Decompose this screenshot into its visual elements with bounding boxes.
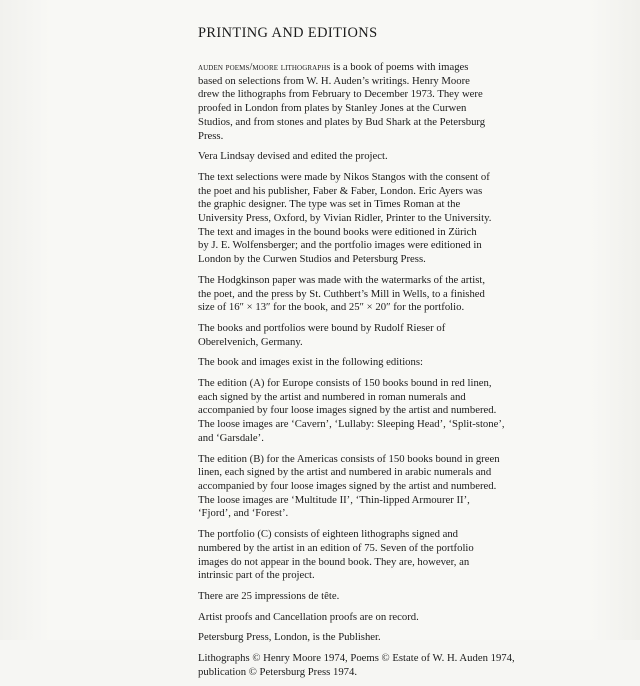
binding-paragraph: The books and portfolios were bound by Rudolf Rieser of Oberelvenich, Germany. bbox=[198, 321, 446, 348]
edition-a-paragraph: The edition (A) for Europe consists of 150 books bound in red linen, each signed by the artist and numbered in roman numerals and accompanied by four loose images signed by the artist and numbered. The loose images are ‘Cavern’, ‘Lullaby: Sleeping Head’, ‘Split-stone’, and ‘Garsdale’. bbox=[198, 377, 505, 444]
text-selection-paragraph: The text selections were made by Nikos Stangos with the consent of the poet and his publisher, Faber & Faber, London. Eric Ayers was the graphic designer. The type was set in Times Roman at the University Press, Oxford, by Vivian Ridler, Printer to the University. The text and images in the bound books were editioned in Zürich by J. E. Wolfensberger; and the portfolio images were editioned in London by the Curwen Studios and Petersburg Press. bbox=[198, 170, 492, 266]
page-title: PRINTING AND EDITIONS bbox=[198, 25, 378, 41]
publisher-paragraph: Petersburg Press, London, is the Publisher. bbox=[198, 631, 381, 644]
editor-paragraph: Vera Lindsay devised and edited the project. bbox=[198, 150, 388, 163]
edition-b-paragraph: The edition (B) for the Americas consists of 150 books bound in green linen, each signed by the artist and numbered in arabic numerals and accompanied by four loose images signed by the artist and numbered. The loose images are ‘Multitude II’, ‘Thin-lipped Armourer II’, ‘Fjord’, and ‘Forest’. bbox=[198, 452, 500, 520]
portfolio-paragraph: The portfolio (C) consists of eighteen lithographs signed and numbered by the artist in an edition of 75. Seven of the portfolio images do not appear in the bound book. They are, however, an intrinsic part of the project. bbox=[198, 528, 474, 582]
book-title-small-caps: auden poems/moore lithographs bbox=[198, 62, 331, 73]
paper-paragraph: The Hodgkinson paper was made with the watermarks of the artist, the poet, and the press by St. Cuthbert’s Mill in Wells, to a finished size of 16″ × 13″ for the book, and 25″ × 20″ for the portfolio. bbox=[198, 273, 485, 314]
proofs-paragraph: Artist proofs and Cancellation proofs are on record. bbox=[198, 610, 419, 623]
document-content bbox=[198, 25, 628, 686]
impressions-paragraph: There are 25 impressions de tête. bbox=[198, 589, 340, 602]
intro-paragraph bbox=[198, 61, 628, 143]
editions-intro-paragraph: The book and images exist in the following editions: bbox=[198, 356, 423, 369]
copyright-paragraph: Lithographs © Henry Moore 1974, Poems © Estate of W. H. Auden 1974, publication © Petersburg Press 1974. bbox=[198, 652, 515, 678]
intro-text: is a book of poems with images based on selections from W. H. Auden’s writings. Henry Moore drew the lithographs from February to December 1973. They were proofed in London from plates by Stanley Jones at the Curwen Studios, and from stones and plates by Bud Shark at the Petersburg Press. bbox=[198, 61, 486, 142]
